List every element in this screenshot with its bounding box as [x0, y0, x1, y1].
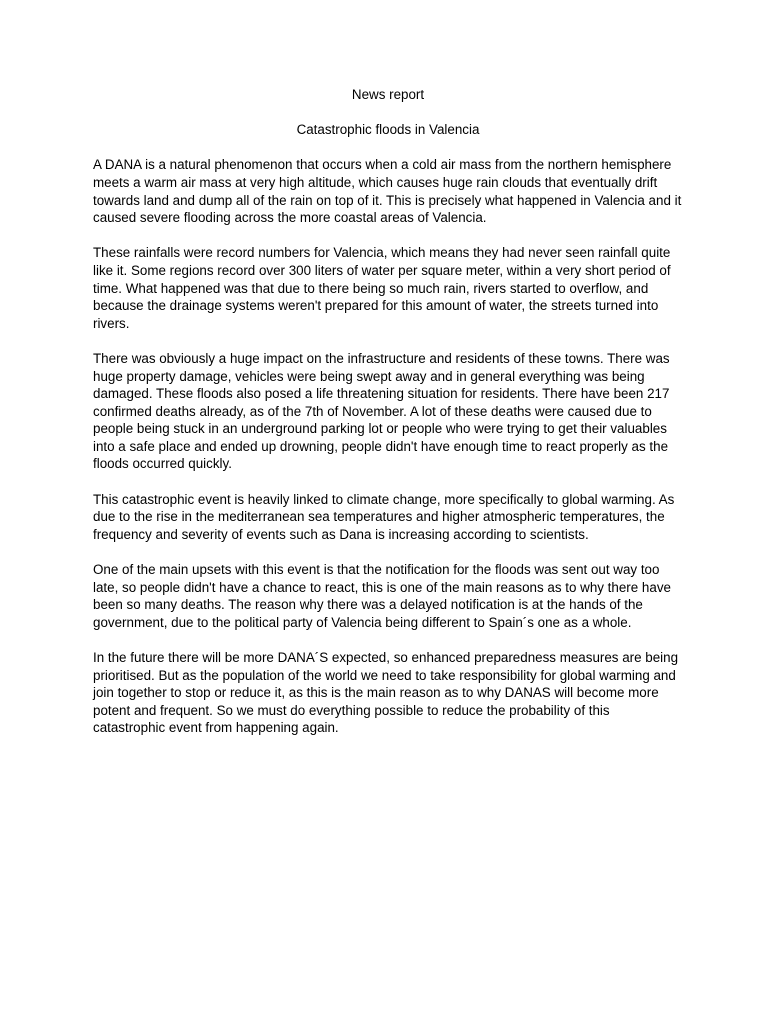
paragraph-impact: There was obviously a huge impact on the infrastructure and residents of these towns. There was huge property damage, vehicles were being swept away and in general everything was being damaged. These floods also posed a life threatening situation for residents. There have been 217 confirmed deaths already, as of the 7th of November. A lot of these deaths were caused due to people being stuck in an underground parking lot or people who were trying to get their valuables into a safe place and ended up drowning, people didn't have enough time to react properly as the floods occurred quickly. — [93, 350, 670, 472]
document-label: News report — [351, 87, 425, 102]
paragraph-late-notification: One of the main upsets with this event is that the notification for the floods was sent out way too late, so people didn't have a chance to react, this is one of the main reasons as to why there have been so many deaths. The reason why there was a delayed notification is at the hands of the government, due to the political party of Valencia being different to Spain´s one as a whole. — [93, 562, 671, 630]
paragraph-future: In the future there will be more DANA´S expected, so enhanced preparedness measures are being prioritised. But as the population of the world we need to take responsibility for global warming and join together to stop or reduce it, as this is the main reason as to why DANAS will become more potent and frequent. So we must do everything possible to reduce the probability of this catastrophic event from happening again. — [93, 650, 679, 736]
document-body — [93, 86, 683, 737]
paragraph-climate-change: This catastrophic event is heavily linked to climate change, more specifically to global warming. As due to the rise in the mediterranean sea temperatures and higher atmospheric temperatures, the frequency and severity of events such as Dana is increasing according to scientists. — [93, 491, 675, 542]
document-title: Catastrophic floods in Valencia — [296, 122, 480, 138]
paragraph-record-rainfall: These rainfalls were record numbers for Valencia, which means they had never seen rainfall quite like it. Some regions record over 300 liters of water per square meter, within a very short period of time. What happened was that due to there being so much rain, rivers started to overflow, and because the drainage systems weren't prepared for this amount of water, the streets turned into rivers. — [93, 245, 671, 331]
paragraph-dana-definition: A DANA is a natural phenomenon that occurs when a cold air mass from the northern hemisphere meets a warm air mass at very high altitude, which causes huge rain clouds that eventually drift towards land and dump all of the rain on top of it. This is precisely what happened in Valencia and it caused severe flooding across the more coastal areas of Valencia. — [93, 157, 682, 226]
